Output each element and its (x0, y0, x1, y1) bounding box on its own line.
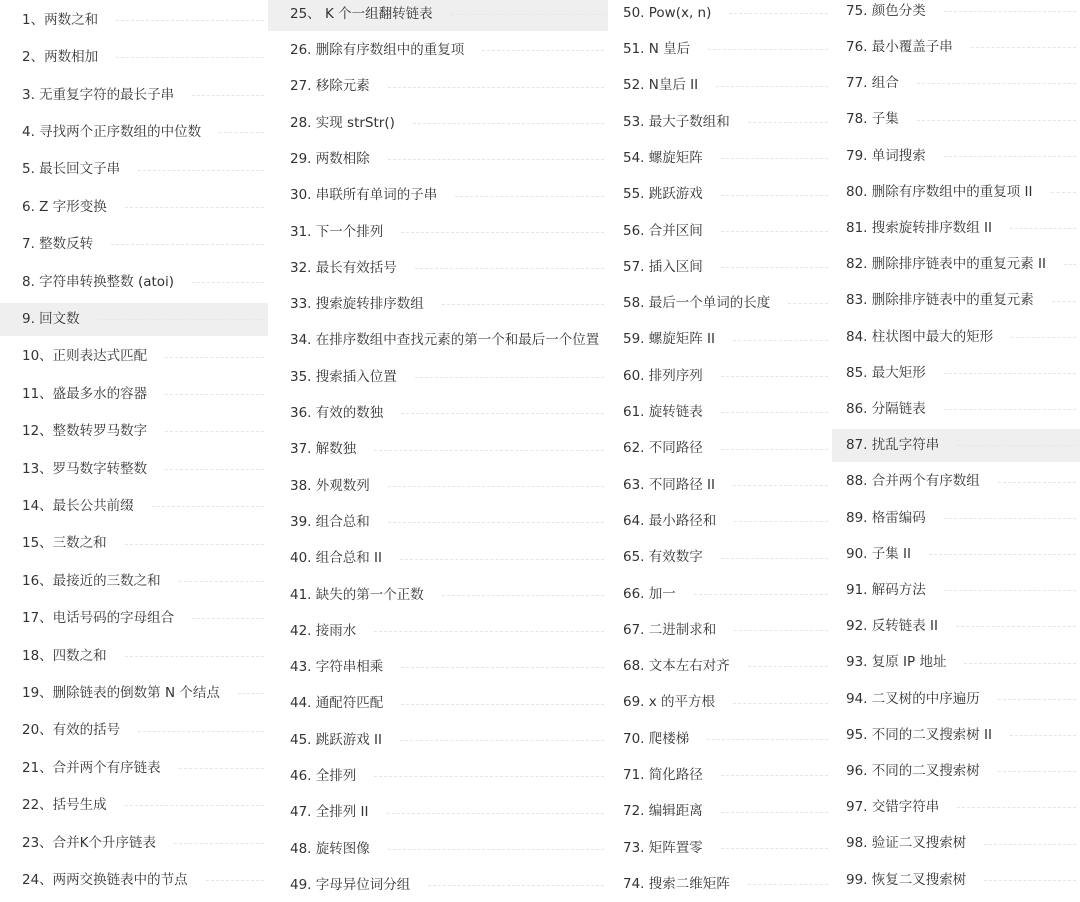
problem-list-item[interactable] (268, 869, 608, 902)
problem-title: 31. 下一个排列 (290, 223, 384, 240)
problem-title: 71. 简化路径 (623, 767, 703, 784)
problem-list-item[interactable] (832, 864, 1080, 897)
dotted-leader (956, 626, 1076, 627)
dotted-leader (219, 132, 264, 133)
dotted-leader (708, 49, 828, 50)
dotted-leader (374, 776, 604, 777)
problem-list-item[interactable] (608, 542, 832, 575)
dotted-leader (957, 445, 1076, 446)
dotted-leader (788, 303, 828, 304)
dotted-leader (401, 704, 604, 705)
problem-title: 6. Z 字形变换 (22, 198, 107, 215)
dotted-leader (716, 86, 828, 87)
problem-list-item[interactable] (608, 578, 832, 611)
problem-title: 17、电话号码的字母组合 (22, 610, 175, 627)
dotted-leader (165, 431, 264, 432)
dotted-leader (388, 522, 604, 523)
problem-list-item[interactable] (608, 142, 832, 175)
problem-title: 30. 串联所有单词的子串 (290, 187, 438, 204)
dotted-leader (733, 485, 828, 486)
problem-title: 83. 删除排序链表中的重复元素 (846, 292, 1034, 309)
dotted-leader (192, 618, 264, 619)
problem-title: 12、整数转罗马数字 (22, 423, 148, 440)
dotted-leader (964, 663, 1076, 664)
problem-title: 45. 跳跃游戏 II (290, 731, 383, 748)
problem-title: 94. 二叉树的中序遍历 (846, 690, 980, 707)
problem-list-item[interactable] (0, 602, 268, 635)
dotted-leader (748, 884, 828, 885)
dotted-leader (442, 304, 604, 305)
problem-list-item[interactable] (268, 506, 608, 539)
dotted-leader (415, 268, 604, 269)
dotted-leader (733, 340, 828, 341)
problem-list-item[interactable] (608, 106, 832, 139)
problem-title: 28. 实现 strStr() (290, 114, 395, 131)
problem-title: 95. 不同的二叉搜索树 II (846, 726, 993, 743)
dotted-leader (165, 394, 264, 395)
dotted-leader (401, 667, 604, 668)
dotted-leader (748, 666, 828, 667)
problem-list-item[interactable] (268, 361, 608, 394)
dotted-leader (998, 699, 1076, 700)
dotted-leader (388, 159, 604, 160)
dotted-leader (721, 158, 828, 159)
problem-title: 73. 矩阵置零 (623, 839, 703, 856)
problem-list-item[interactable] (832, 791, 1080, 824)
problem-list-item[interactable] (608, 324, 832, 357)
problem-list-item[interactable] (0, 303, 268, 336)
dotted-leader (694, 594, 828, 595)
problem-list-item[interactable] (608, 396, 832, 429)
dotted-leader (400, 559, 604, 560)
problem-title: 29. 两数相除 (290, 150, 370, 167)
dotted-leader (116, 20, 264, 21)
problem-title: 62. 不同路径 (623, 440, 703, 457)
problem-list-item[interactable] (832, 502, 1080, 535)
dotted-leader (125, 805, 264, 806)
problem-list-item[interactable] (0, 4, 268, 37)
problem-title: 80. 删除有序数组中的重复项 II (846, 183, 1033, 200)
problem-title: 32. 最长有效括号 (290, 259, 397, 276)
dotted-leader (944, 409, 1076, 410)
problem-list-item[interactable] (268, 71, 608, 104)
problem-title: 77. 组合 (846, 75, 899, 92)
dotted-leader (179, 581, 264, 582)
dotted-leader (374, 631, 604, 632)
problem-list-item[interactable] (608, 832, 832, 865)
dotted-leader (1052, 301, 1076, 302)
problem-title: 7. 整数反转 (22, 236, 94, 253)
problem-list-item[interactable] (608, 287, 832, 320)
problem-title: 54. 螺旋矩阵 (623, 149, 703, 166)
problem-title: 39. 组合总和 (290, 513, 370, 530)
problem-list-item[interactable] (832, 828, 1080, 861)
problem-list-item[interactable] (268, 397, 608, 430)
problem-title: 4. 寻找两个正序数组的中位数 (22, 123, 202, 140)
problem-list-item[interactable] (268, 688, 608, 721)
problem-list-item[interactable] (608, 796, 832, 829)
problem-title: 10、正则表达式匹配 (22, 348, 148, 365)
dotted-leader (734, 521, 828, 522)
problem-title: 2、两数相加 (22, 49, 99, 66)
dotted-leader (442, 595, 604, 596)
problem-list-item[interactable] (0, 191, 268, 224)
dotted-leader (98, 319, 264, 320)
problem-title: 81. 搜索旋转排序数组 II (846, 219, 993, 236)
problem-title: 97. 交错字符串 (846, 799, 940, 816)
problem-list-item[interactable] (268, 543, 608, 576)
dotted-leader (206, 880, 264, 881)
problem-title: 56. 合并区间 (623, 222, 703, 239)
problem-title: 52. N皇后 II (623, 77, 699, 94)
dotted-leader (165, 357, 264, 358)
problem-title: 1、两数之和 (22, 11, 99, 28)
dotted-leader (152, 506, 264, 507)
dotted-leader (428, 885, 604, 886)
problem-list-item[interactable] (832, 140, 1080, 173)
dotted-leader (707, 739, 828, 740)
problem-list-item[interactable] (608, 33, 832, 66)
problem-title: 27. 移除元素 (290, 78, 370, 95)
dotted-leader (929, 554, 1076, 555)
problem-list-item[interactable] (608, 469, 832, 502)
problem-title: 44. 通配符匹配 (290, 695, 384, 712)
dotted-leader (165, 469, 264, 470)
problem-list-item[interactable] (268, 833, 608, 866)
dotted-leader (125, 544, 264, 545)
problem-title: 88. 合并两个有序数组 (846, 473, 980, 490)
problem-list-item[interactable] (832, 429, 1080, 462)
dotted-leader (917, 120, 1076, 121)
dotted-leader (998, 771, 1076, 772)
problem-title: 57. 插入区间 (623, 258, 703, 275)
dotted-leader (729, 13, 828, 14)
dotted-leader (721, 558, 828, 559)
problem-list-item[interactable] (832, 285, 1080, 318)
dotted-leader (1011, 337, 1076, 338)
dotted-leader (971, 47, 1076, 48)
problem-title: 67. 二进制求和 (623, 621, 717, 638)
problem-title: 9. 回文数 (22, 310, 80, 327)
problem-list-item[interactable] (0, 116, 268, 149)
problem-list-item[interactable] (268, 325, 608, 358)
problem-title: 68. 文本左右对齐 (623, 658, 730, 675)
problem-title: 5. 最长回文子串 (22, 161, 121, 178)
problem-title: 59. 螺旋矩阵 II (623, 331, 716, 348)
problem-title: 33. 搜索旋转排序数组 (290, 296, 424, 313)
problem-title: 93. 复原 IP 地址 (846, 654, 947, 671)
problem-title: 63. 不同路径 II (623, 476, 716, 493)
dotted-leader (734, 630, 828, 631)
problem-title: 60. 排列序列 (623, 367, 703, 384)
dotted-leader (388, 849, 604, 850)
problem-list-item[interactable] (608, 687, 832, 720)
problem-list-item[interactable] (268, 651, 608, 684)
dotted-leader (721, 231, 828, 232)
problem-list-item[interactable] (832, 357, 1080, 390)
problem-list-item[interactable] (832, 719, 1080, 752)
problem-title: 51. N 皇后 (623, 41, 691, 58)
dotted-leader (125, 656, 264, 657)
problem-title: 43. 字符串相乘 (290, 659, 384, 676)
problem-title: 96. 不同的二叉搜索树 (846, 762, 980, 779)
problem-title: 78. 子集 (846, 111, 899, 128)
dotted-leader (388, 486, 604, 487)
problem-list-item[interactable] (608, 179, 832, 212)
dotted-leader (415, 377, 604, 378)
problem-title: 41. 缺失的第一个正数 (290, 586, 424, 603)
problem-title: 72. 编辑距离 (623, 803, 703, 820)
problem-title: 25、 K 个一组翻转链表 (290, 5, 433, 22)
dotted-leader (482, 50, 604, 51)
problem-list-item[interactable] (0, 789, 268, 822)
problem-title: 92. 反转链表 II (846, 618, 939, 635)
problem-title: 82. 删除排序链表中的重复元素 II (846, 256, 1047, 273)
problem-list-item[interactable] (0, 752, 268, 785)
problem-list-item[interactable] (0, 341, 268, 374)
dotted-leader (451, 14, 604, 15)
dotted-leader (721, 412, 828, 413)
problem-title: 87. 扰乱字符串 (846, 437, 940, 454)
problem-title: 55. 跳跃游戏 (623, 186, 703, 203)
problem-title: 48. 旋转图像 (290, 840, 370, 857)
problem-list-item[interactable] (0, 154, 268, 187)
dotted-leader (174, 843, 264, 844)
dotted-leader (138, 170, 264, 171)
problem-list-item[interactable] (268, 107, 608, 140)
problem-list-item[interactable] (832, 67, 1080, 100)
problem-list-item[interactable] (0, 79, 268, 112)
problem-title: 70. 爬楼梯 (623, 730, 690, 747)
problem-title: 79. 单词搜索 (846, 147, 926, 164)
problem-title: 40. 组合总和 II (290, 550, 383, 567)
dotted-leader (1064, 264, 1076, 265)
problem-title: 91. 解码方法 (846, 581, 926, 598)
problem-title: 13、罗马数字转整数 (22, 460, 148, 477)
problem-title: 3. 无重复字符的最长子串 (22, 86, 175, 103)
problem-list-item[interactable] (0, 677, 268, 710)
problem-list-item[interactable] (608, 614, 832, 647)
problem-title: 35. 搜索插入位置 (290, 368, 397, 385)
problem-list-item[interactable] (268, 724, 608, 757)
dotted-leader (455, 196, 604, 197)
problem-title: 65. 有效数字 (623, 549, 703, 566)
problem-title: 19、删除链表的倒数第 N 个结点 (22, 684, 220, 701)
problem-title: 84. 柱状图中最大的矩形 (846, 328, 994, 345)
dotted-leader (401, 232, 604, 233)
problem-list-item[interactable] (0, 378, 268, 411)
problem-list-item[interactable] (832, 538, 1080, 571)
dotted-leader (944, 11, 1076, 12)
problem-title: 99. 恢复二叉搜索树 (846, 871, 967, 888)
problem-title: 86. 分隔链表 (846, 400, 926, 417)
problem-title: 50. Pow(x, n) (623, 4, 712, 21)
problem-list-item[interactable] (832, 647, 1080, 680)
problem-list-item[interactable] (608, 868, 832, 901)
problem-title: 22、括号生成 (22, 797, 107, 814)
problem-list-item[interactable] (0, 565, 268, 598)
problem-title: 47. 全排列 II (290, 804, 369, 821)
dotted-leader (401, 413, 604, 414)
problem-list-item[interactable] (832, 212, 1080, 245)
problem-list-item[interactable] (0, 415, 268, 448)
problem-list-item[interactable] (608, 759, 832, 792)
problem-title: 14、最长公共前缀 (22, 497, 134, 514)
problem-list-item[interactable] (832, 610, 1080, 643)
problem-title: 21、合并两个有序链表 (22, 759, 161, 776)
dotted-leader (917, 83, 1076, 84)
dotted-leader (721, 195, 828, 196)
problem-title: 42. 接雨水 (290, 622, 357, 639)
problem-list-item[interactable] (0, 528, 268, 561)
problem-list-item[interactable] (832, 176, 1080, 209)
problem-list-item[interactable] (832, 31, 1080, 64)
problem-list-item[interactable] (608, 0, 832, 30)
problem-list-item[interactable] (832, 321, 1080, 354)
problem-title: 15、三数之和 (22, 535, 107, 552)
problem-title: 75. 颜色分类 (846, 2, 926, 19)
problem-title: 53. 最大子数组和 (623, 113, 730, 130)
problem-title: 11、盛最多水的容器 (22, 385, 148, 402)
problem-title: 64. 最小路径和 (623, 512, 717, 529)
problem-list-item[interactable] (0, 266, 268, 299)
problem-title: 26. 删除有序数组中的重复项 (290, 42, 465, 59)
problem-list-item[interactable] (832, 104, 1080, 137)
dotted-leader (998, 482, 1076, 483)
problem-title: 90. 子集 II (846, 545, 912, 562)
dotted-leader (238, 693, 264, 694)
problem-list-item[interactable] (608, 251, 832, 284)
problem-list-item[interactable] (0, 228, 268, 261)
problem-list-item[interactable] (608, 650, 832, 683)
problem-list-item[interactable] (268, 0, 608, 31)
problem-list-item[interactable] (0, 41, 268, 74)
problem-title: 98. 验证二叉搜索树 (846, 835, 967, 852)
dotted-leader (721, 812, 828, 813)
dotted-leader (138, 731, 264, 732)
problem-list-item[interactable] (268, 34, 608, 67)
problem-title: 46. 全排列 (290, 768, 357, 785)
problem-title: 34. 在排序数组中查找元素的第一个和最后一个位置 (290, 332, 600, 349)
problem-title: 74. 搜索二维矩阵 (623, 875, 730, 892)
problem-list-item[interactable] (608, 70, 832, 103)
dotted-leader (721, 775, 828, 776)
problem-title: 38. 外观数列 (290, 477, 370, 494)
dotted-leader (1010, 228, 1076, 229)
dotted-leader (192, 95, 264, 96)
problem-title: 36. 有效的数独 (290, 405, 384, 422)
problem-list-item[interactable] (832, 683, 1080, 716)
dotted-leader (944, 518, 1076, 519)
dotted-leader (413, 123, 604, 124)
problem-list-item[interactable] (268, 579, 608, 612)
dotted-leader (116, 57, 264, 58)
problem-title: 76. 最小覆盖子串 (846, 38, 953, 55)
problem-list-item[interactable] (268, 288, 608, 321)
problem-list-item[interactable] (608, 360, 832, 393)
problem-list-item[interactable] (268, 252, 608, 285)
dotted-leader (721, 848, 828, 849)
problem-list-item[interactable] (832, 755, 1080, 788)
problem-title: 61. 旋转链表 (623, 404, 703, 421)
dotted-leader (748, 122, 828, 123)
problem-list-item[interactable] (832, 574, 1080, 607)
dotted-leader (192, 282, 264, 283)
dotted-leader (125, 207, 264, 208)
problem-title: 8. 字符串转换整数 (atoi) (22, 273, 175, 290)
dotted-leader (944, 373, 1076, 374)
problem-list-item[interactable] (268, 760, 608, 793)
problem-title: 23、合并K个升序链表 (22, 834, 157, 851)
problem-list-item[interactable] (0, 490, 268, 523)
dotted-leader (374, 450, 604, 451)
dotted-leader (984, 880, 1076, 881)
problem-list-item[interactable] (832, 248, 1080, 281)
problem-list-item[interactable] (268, 470, 608, 503)
problem-list-item[interactable] (0, 640, 268, 673)
dotted-leader (179, 768, 264, 769)
problem-list-item[interactable] (0, 715, 268, 748)
problem-list-item[interactable] (268, 216, 608, 249)
problem-list-item[interactable] (608, 215, 832, 248)
problem-list-item[interactable] (268, 615, 608, 648)
problem-list-item[interactable] (832, 0, 1080, 28)
dotted-leader (944, 156, 1076, 157)
dotted-leader (387, 813, 604, 814)
problem-list-item[interactable] (608, 505, 832, 538)
problem-list-item[interactable] (832, 393, 1080, 426)
dotted-leader (1051, 192, 1076, 193)
problem-list-item[interactable] (268, 143, 608, 176)
dotted-leader (984, 844, 1076, 845)
dotted-leader (400, 740, 604, 741)
problem-title: 89. 格雷编码 (846, 509, 926, 526)
problem-title: 16、最接近的三数之和 (22, 572, 161, 589)
problem-list-item[interactable] (0, 864, 268, 897)
problem-title: 20、有效的括号 (22, 722, 121, 739)
dotted-leader (721, 267, 828, 268)
problem-list-item[interactable] (608, 723, 832, 756)
problem-list-item[interactable] (268, 797, 608, 830)
dotted-leader (1010, 735, 1076, 736)
problem-title: 85. 最大矩形 (846, 364, 926, 381)
problem-title: 24、两两交换链表中的节点 (22, 871, 188, 888)
problem-title: 37. 解数独 (290, 441, 357, 458)
problem-title: 66. 加一 (623, 585, 676, 602)
problem-list-item[interactable] (0, 827, 268, 860)
dotted-leader (721, 376, 828, 377)
dotted-leader (721, 449, 828, 450)
dotted-leader (957, 807, 1076, 808)
problem-list-item[interactable] (608, 433, 832, 466)
problem-list-item[interactable] (268, 434, 608, 467)
problem-title: 18、四数之和 (22, 647, 107, 664)
dotted-leader (733, 703, 828, 704)
dotted-leader (388, 87, 604, 88)
problem-list-item[interactable] (832, 466, 1080, 499)
problem-title: 58. 最后一个单词的长度 (623, 295, 771, 312)
dotted-leader (111, 244, 264, 245)
problem-title: 49. 字母异位词分组 (290, 876, 411, 893)
problem-list-item[interactable] (0, 453, 268, 486)
problem-title: 69. x 的平方根 (623, 694, 716, 711)
problem-list-item[interactable] (268, 180, 608, 213)
dotted-leader (944, 590, 1076, 591)
